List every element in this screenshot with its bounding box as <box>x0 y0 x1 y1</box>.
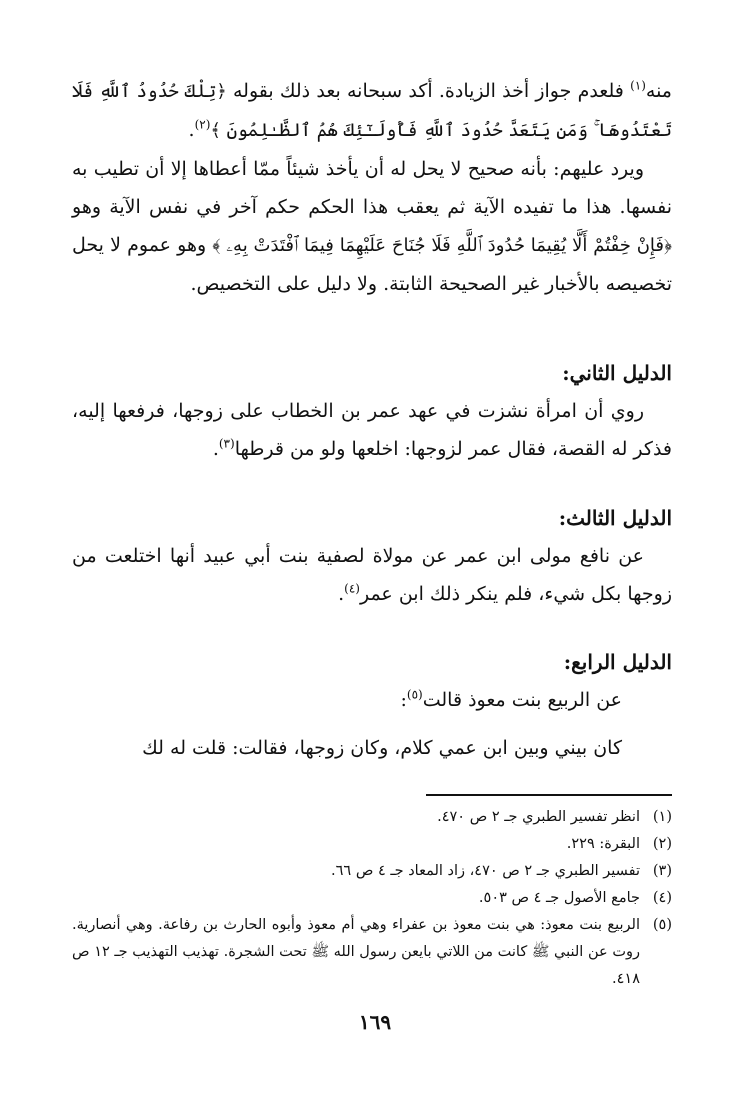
footnote-number: (٢) <box>652 836 672 852</box>
section-body <box>72 681 672 719</box>
footnote-number: (١) <box>652 809 672 825</box>
footnote-text: انظر تفسير الطبري جـ ٢ ص ٤٧٠. <box>437 809 640 825</box>
footnote-ref-4[interactable]: (٤) <box>344 581 360 596</box>
quran-verse: ﴿فَإِنْ خِفْتُمْ أَلَّا يُقِيمَا حُدُودَ ٱللَّهِ فَلَا جُنَاحَ عَلَيْهِمَا فِيمَا ٱفْتَدَتْ بِهِۦ ﴾ <box>212 235 672 256</box>
footnote-number: (٣) <box>652 863 672 879</box>
intro-text: فلعدم جواز أخذ الزيادة. أكد سبحانه بعد ذلك بقوله <box>226 80 631 102</box>
section-text: روي أن امرأة نشزت في عهد عمر بن الخطاب على زوجها، فرفعها إليه، فذكر له القصة، فقال عمر لزوجها: اخلعها ولو من قرطها <box>72 400 672 460</box>
punctuation: . <box>188 119 195 141</box>
punctuation: : <box>400 689 407 711</box>
footnote-number: (٥) <box>652 917 672 933</box>
intro-text: وهو عموم لا يحل تخصيصه بالأخبار غير الصحيحة الثابتة. ولا دليل على التخصيص. <box>72 234 672 295</box>
footnotes <box>72 804 672 993</box>
footnote-2 <box>72 831 672 858</box>
footnote-4 <box>72 885 672 912</box>
intro-paragraph-2 <box>72 150 672 303</box>
section-body <box>72 392 672 468</box>
footnote-number: (٤) <box>652 890 672 906</box>
punctuation: . <box>338 583 345 605</box>
footnote-ref-1[interactable]: (١) <box>630 78 646 93</box>
footnote-ref-3[interactable]: (٣) <box>218 436 235 451</box>
footnote-text: البقرة: ٢٢٩. <box>566 836 640 852</box>
section-text: عن الربيع بنت معوذ قالت <box>422 689 622 711</box>
section-text: عن نافع مولى ابن عمر عن مولاة لصفية بنت أبي عبيد أنها اختلعت من زوجها بكل شيء، فلم ينكر ذلك ابن عمر <box>72 545 672 605</box>
quoted-text: كان بيني وبين ابن عمي كلام، وكان زوجها، فقالت: قلت له لك <box>142 737 622 759</box>
page-number: ١٦٩ <box>358 1010 392 1034</box>
intro-text: منه <box>645 80 672 102</box>
footnote-separator <box>426 794 672 796</box>
footnote-5 <box>72 912 672 993</box>
section-body <box>72 537 672 613</box>
footnote-1 <box>72 804 672 831</box>
section-heading: الدليل الرابع: <box>563 650 672 674</box>
section-second-evidence <box>72 358 672 468</box>
quran-verse: ﴿تِلْكَ حُدُودُ ٱللَّهِ فَلَا تَعْتَدُوهَا ۚ وَمَن يَتَعَدَّ حُدُودَ ٱللَّهِ فَأُولَـٰٓئِكَ هُمُ ٱلظَّـٰلِمُونَ ﴾ <box>72 81 672 141</box>
footnote-3 <box>72 858 672 885</box>
footnote-ref-5[interactable]: (٥) <box>406 687 423 702</box>
section-heading: الدليل الثاني: <box>562 361 672 385</box>
footnote-ref-2[interactable]: (٢) <box>194 117 211 132</box>
intro-text: ويرد عليهم: بأنه صحيح لا يحل له أن يأخذ شيئاً ممّا أعطاها إلا أن تطيب به نفسها. هذا ما تفيده الآية ثم يعقب هذا الحكم حكم آخر في نفس الآية وهو <box>72 158 672 218</box>
intro-paragraph-1 <box>72 72 672 150</box>
footnote-text: جامع الأصول جـ ٤ ص ٥٠٣. <box>478 890 640 906</box>
section-fourth-evidence <box>72 647 672 767</box>
section-third-evidence <box>72 503 672 613</box>
section-heading: الدليل الثالث: <box>558 506 672 530</box>
footnote-text: تفسير الطبري جـ ٢ ص ٤٧٠، زاد المعاد جـ ٤ ص ٦٦. <box>331 863 640 879</box>
footnote-text: الربيع بنت معوذ: هي بنت معوذ بن عفراء وهي أم معوذ وأبوه الحارث بن رفاعة. وهي أنصارية. روت عن النبي ﷺ كانت من اللاتي بايعن رسول الله ﷺ تحت الشجرة. تهذيب التهذيب جـ ١٢ ص ٤١٨. <box>72 917 640 987</box>
punctuation: . <box>212 438 219 460</box>
